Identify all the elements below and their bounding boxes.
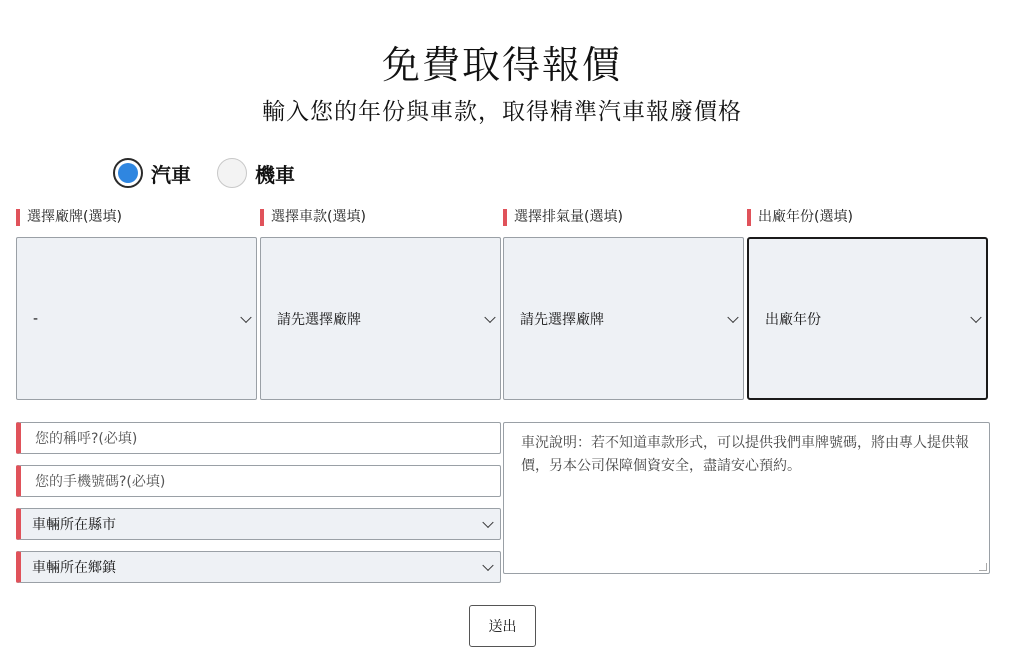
radio-car-button[interactable] [113, 158, 143, 188]
year-select[interactable] [747, 237, 988, 400]
vehicle-notes-textarea[interactable] [503, 422, 990, 574]
resize-handle-icon[interactable] [979, 563, 987, 571]
town-select[interactable] [16, 551, 501, 583]
town-select-value: 車輛所在鄉鎮 [32, 560, 116, 576]
name-input-placeholder: 您的稱呼?(必填) [35, 431, 138, 447]
model-select-value: 請先選擇廠牌 [277, 311, 361, 328]
city-select-value: 車輛所在縣市 [32, 517, 116, 533]
name-input[interactable] [16, 422, 501, 454]
phone-input-placeholder: 您的手機號碼?(必填) [35, 474, 166, 490]
year-label: 出廠年份(選填) [747, 209, 853, 226]
chevron-down-icon [970, 311, 981, 322]
submit-button[interactable]: 送出 [469, 605, 536, 647]
phone-input[interactable] [16, 465, 501, 497]
year-select-value: 出廠年份 [765, 311, 821, 328]
brand-label: 選擇廠牌(選填) [16, 209, 122, 226]
model-select[interactable] [260, 237, 501, 400]
displacement-select[interactable] [503, 237, 744, 400]
displacement-select-value: 請先選擇廠牌 [520, 311, 604, 328]
vehicle-type-radio-group [113, 158, 321, 188]
chevron-down-icon [482, 560, 493, 571]
page-title: 免費取得報價 [381, 43, 622, 87]
city-select[interactable] [16, 508, 501, 540]
chevron-down-icon [240, 311, 251, 322]
radio-motorcycle-button[interactable] [217, 158, 247, 188]
notes-placeholder: 車況說明：若不知道車款形式，可以提供我們車牌號碼，將由專人提供報價，另本公司保障個資安全，盡請安心預約。 [521, 435, 969, 474]
page-subtitle: 輸入您的年份與車款，取得精準汽車報廢價格 [262, 99, 742, 125]
radio-motorcycle-label[interactable]: 機車 [255, 162, 295, 187]
chevron-down-icon [482, 517, 493, 528]
radio-car-label[interactable]: 汽車 [151, 162, 191, 187]
brand-select[interactable] [16, 237, 257, 400]
brand-select-value: - [33, 310, 39, 327]
radio-car[interactable] [113, 158, 191, 188]
model-label: 選擇車款(選填) [260, 209, 366, 226]
chevron-down-icon [484, 311, 495, 322]
displacement-label: 選擇排氣量(選填) [503, 209, 623, 226]
chevron-down-icon [727, 311, 738, 322]
radio-motorcycle[interactable] [217, 158, 295, 188]
